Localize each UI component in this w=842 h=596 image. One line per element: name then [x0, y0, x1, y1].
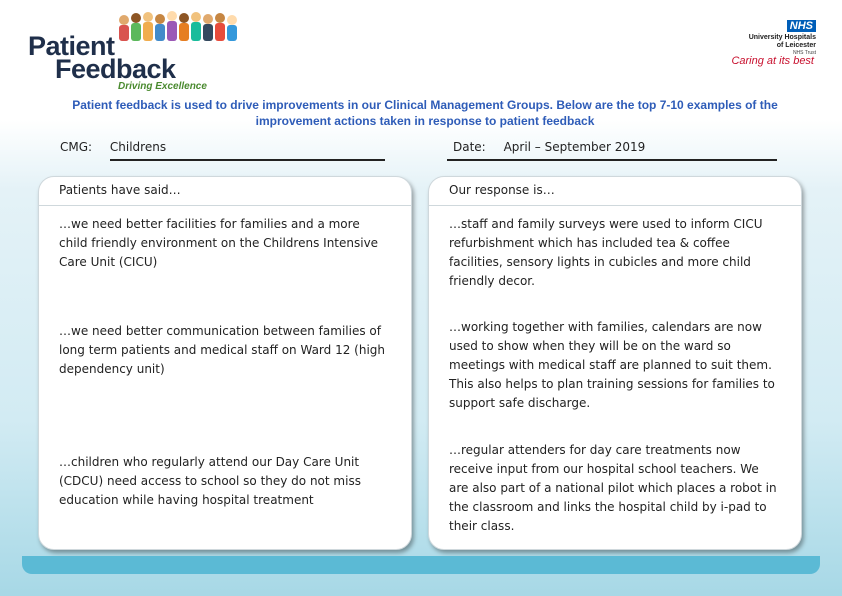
footer-band	[22, 556, 820, 574]
feedback-item: …children who regularly attend our Day Care Unit (CDCU) need access to school so they do not miss education while having hospital treatment	[59, 455, 361, 507]
our-response-panel	[428, 176, 802, 550]
patients-said-header: Patients have said…	[59, 183, 181, 197]
nhs-logo	[736, 16, 816, 57]
logo-tagline: Driving Excellence	[118, 81, 207, 92]
nhs-signature: Caring at its best	[731, 55, 814, 67]
date-underline	[447, 159, 777, 161]
nhs-name-line2: of Leicester	[776, 42, 816, 49]
feedback-item: …we need better communication between families of long term patients and medical staff on Ward 12 (high dependency unit)	[59, 324, 385, 376]
response-item: …working together with families, calendars are now used to show when they will be on the ward so meetings with medical staff are planned to suit them. This also helps to plan training sessions for families to support safe discharge.	[449, 320, 775, 410]
cmg-label: CMG:	[60, 140, 93, 154]
patients-said-panel	[38, 176, 412, 550]
panel-divider	[39, 205, 411, 206]
cmg-field	[60, 140, 385, 154]
nhs-trust: NHS Trust	[792, 50, 816, 56]
nhs-name-line1: University Hospitals	[748, 34, 816, 41]
intro-text: Patient feedback is used to drive improvements in our Clinical Management Groups. Below are the top 7-10 examples of the improvement actions taken in response to patient feedback	[72, 98, 778, 128]
response-item: …regular attenders for day care treatments now receive input from our hospital school teachers. We are also part of a national pilot which places a robot in the classroom and links the hospital child by i-pad to their class.	[449, 443, 777, 533]
date-value: April – September 2019	[503, 140, 646, 154]
logo-title-line1: Patient	[28, 31, 115, 61]
date-label: Date:	[453, 140, 486, 154]
feedback-item: …we need better facilities for families and a more child friendly environment on the Childrens Intensive Care Unit (CICU)	[59, 217, 379, 269]
cmg-underline	[110, 159, 385, 161]
panel-divider	[429, 205, 801, 206]
cmg-value: Childrens	[109, 140, 167, 154]
people-illustration-icon	[116, 10, 246, 56]
nhs-badge: NHS	[787, 20, 816, 32]
our-response-header: Our response is…	[449, 183, 555, 197]
logo-title-line2: Feedback	[55, 54, 176, 84]
patient-feedback-logo	[28, 10, 228, 90]
date-field	[453, 140, 778, 154]
response-item: …staff and family surveys were used to inform CICU refurbishment which has included tea & coffee facilities, sensory lights in cubicles and more child friendly decor.	[449, 217, 763, 288]
